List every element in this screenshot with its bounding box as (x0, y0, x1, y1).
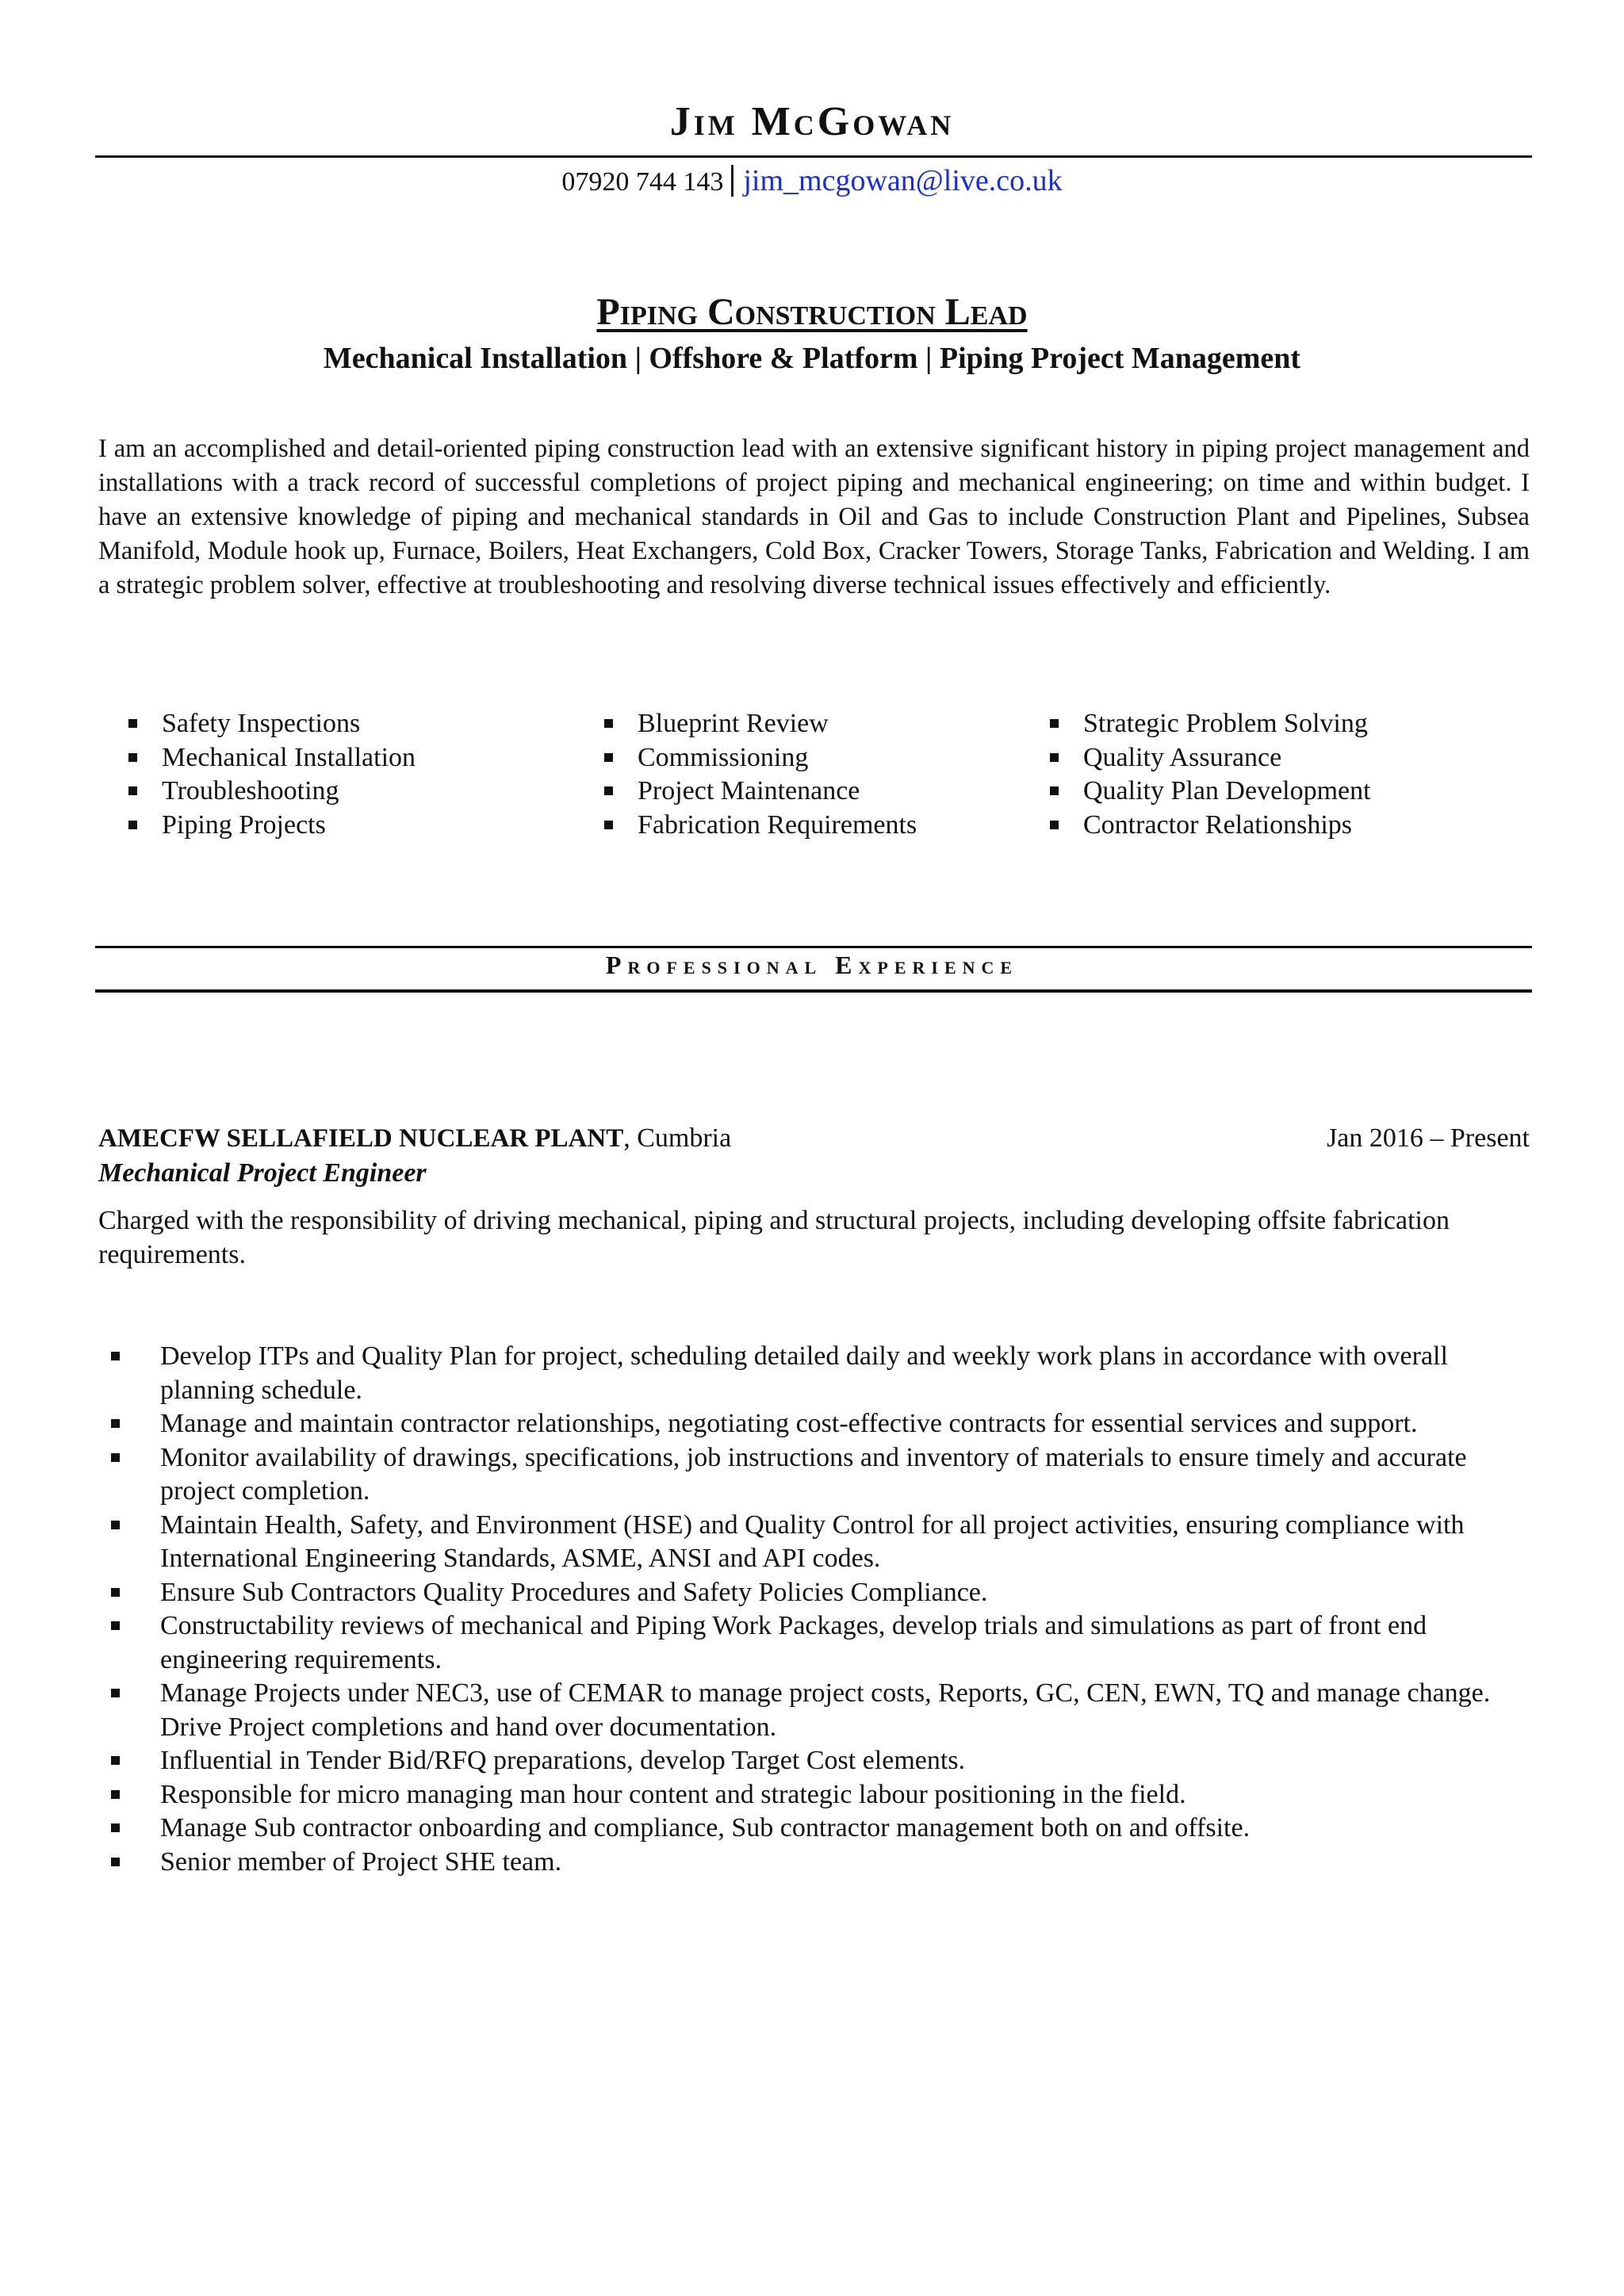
duty-item: Monitor availability of drawings, specifications, job instructions and inventory of materials to ensure timely and accurate project completion. (0, 1441, 1522, 1509)
square-bullet-icon (111, 1858, 120, 1866)
headline-title: Piping Construction Lead (596, 291, 1028, 333)
skill-item: Mechanical Installation (113, 741, 416, 775)
square-bullet-icon (128, 719, 137, 728)
square-bullet-icon (1050, 753, 1059, 762)
square-bullet-icon (604, 753, 613, 762)
section-title-experience: Professional Experience (605, 951, 1019, 979)
square-bullet-icon (111, 1419, 120, 1428)
square-bullet-icon (111, 1756, 120, 1765)
square-bullet-icon (111, 1790, 120, 1799)
skill-item: Quality Plan Development (1034, 775, 1371, 809)
job-header (98, 1123, 1530, 1155)
skills-column-3 (1034, 707, 1371, 842)
job-title: Mechanical Project Engineer (98, 1158, 427, 1188)
duty-item: Ensure Sub Contractors Quality Procedures and Safety Policies Compliance. (0, 1576, 1522, 1610)
square-bullet-icon (128, 753, 137, 762)
skills-grid (0, 707, 1624, 850)
duty-item: Constructability reviews of mechanical and Piping Work Packages, develop trials and simulations as part of front end engineering requirements. (0, 1609, 1522, 1677)
skills-column-2 (588, 707, 917, 842)
square-bullet-icon (111, 1588, 120, 1597)
skill-item: Fabrication Requirements (588, 809, 917, 843)
square-bullet-icon (128, 821, 137, 829)
square-bullet-icon (604, 786, 613, 795)
square-bullet-icon (604, 719, 613, 728)
duty-item: Manage Projects under NEC3, use of CEMAR to manage project costs, Reports, GC, CEN, EWN, TQ and manage change. Drive Project completions and hand over documentation. (0, 1677, 1522, 1744)
job-duties-list (0, 1340, 1522, 1879)
duty-item: Manage and maintain contractor relationships, negotiating cost-effective contracts for essential services and support. (0, 1407, 1522, 1441)
square-bullet-icon (111, 1621, 120, 1630)
square-bullet-icon (1050, 786, 1059, 795)
profile-summary: I am an accomplished and detail-oriented piping construction lead with an extensive significant history in piping project management and installations with a track record of successful completions of project piping and mechanical engineering; on time and within budget. I have an extensive knowledge of piping and mechanical standards in Oil and Gas to include Construction Plant and Pipelines, Subsea Manifold, Module hook up, Furnace, Boilers, Heat Exchangers, Cold Box, Cracker Towers, Storage Tanks, Fabrication and Welding. I am a strategic problem solver, effective at troubleshooting and resolving diverse technical issues effectively and efficiently. (98, 434, 1530, 599)
skill-item: Contractor Relationships (1034, 809, 1371, 843)
duty-item: Responsible for micro managing man hour content and strategic labour positioning in the field. (0, 1778, 1522, 1812)
skill-item: Project Maintenance (588, 775, 917, 809)
square-bullet-icon (1050, 821, 1059, 829)
skill-item: Blueprint Review (588, 707, 917, 741)
employer-location: Cumbria (637, 1123, 732, 1153)
square-bullet-icon (128, 786, 137, 795)
square-bullet-icon (111, 1823, 120, 1832)
square-bullet-icon (111, 1453, 120, 1462)
email-link[interactable]: jim_mcgowan@live.co.uk (743, 164, 1063, 197)
skill-item: Troubleshooting (113, 775, 416, 809)
job-description: Charged with the responsibility of driving mechanical, piping and structural projects, including developing offsite fabrication requirements. (98, 1206, 1450, 1269)
section-rule-bottom (95, 989, 1532, 993)
headline-subtitle: Mechanical Installation | Offshore & Platform | Piping Project Management (323, 342, 1301, 375)
skill-item: Piping Projects (113, 809, 416, 843)
skills-column-1 (113, 707, 416, 842)
square-bullet-icon (1050, 719, 1059, 728)
square-bullet-icon (604, 821, 613, 829)
skill-item: Safety Inspections (113, 707, 416, 741)
skill-item: Commissioning (588, 741, 917, 775)
skill-item: Strategic Problem Solving (1034, 707, 1371, 741)
contact-separator (731, 165, 733, 197)
square-bullet-icon (111, 1352, 120, 1360)
duty-item: Senior member of Project SHE team. (0, 1846, 1522, 1880)
square-bullet-icon (111, 1521, 120, 1529)
employer-name: AMECFW SELLAFIELD NUCLEAR PLANT (98, 1124, 624, 1153)
duty-item: Manage Sub contractor onboarding and compliance, Sub contractor management both on and offsite. (0, 1812, 1522, 1846)
header-divider (95, 155, 1532, 158)
phone-number: 07920 744 143 (561, 167, 724, 197)
candidate-name: Jim McGowan (669, 99, 955, 144)
duty-item: Develop ITPs and Quality Plan for project, scheduling detailed daily and weekly work plans in accordance with overall planning schedule. (0, 1340, 1522, 1407)
skill-item: Quality Assurance (1034, 741, 1371, 775)
duty-item: Maintain Health, Safety, and Environment (HSE) and Quality Control for all project activities, ensuring compliance with International Engineering Standards, ASME, ANSI and API codes. (0, 1509, 1522, 1576)
job-dates: Jan 2016 – Present (1327, 1123, 1530, 1153)
employer-comma: , (623, 1123, 638, 1153)
contact-line (0, 163, 1624, 200)
section-rule-top (95, 946, 1532, 948)
duty-item: Influential in Tender Bid/RFQ preparations, develop Target Cost elements. (0, 1744, 1522, 1778)
square-bullet-icon (111, 1689, 120, 1697)
